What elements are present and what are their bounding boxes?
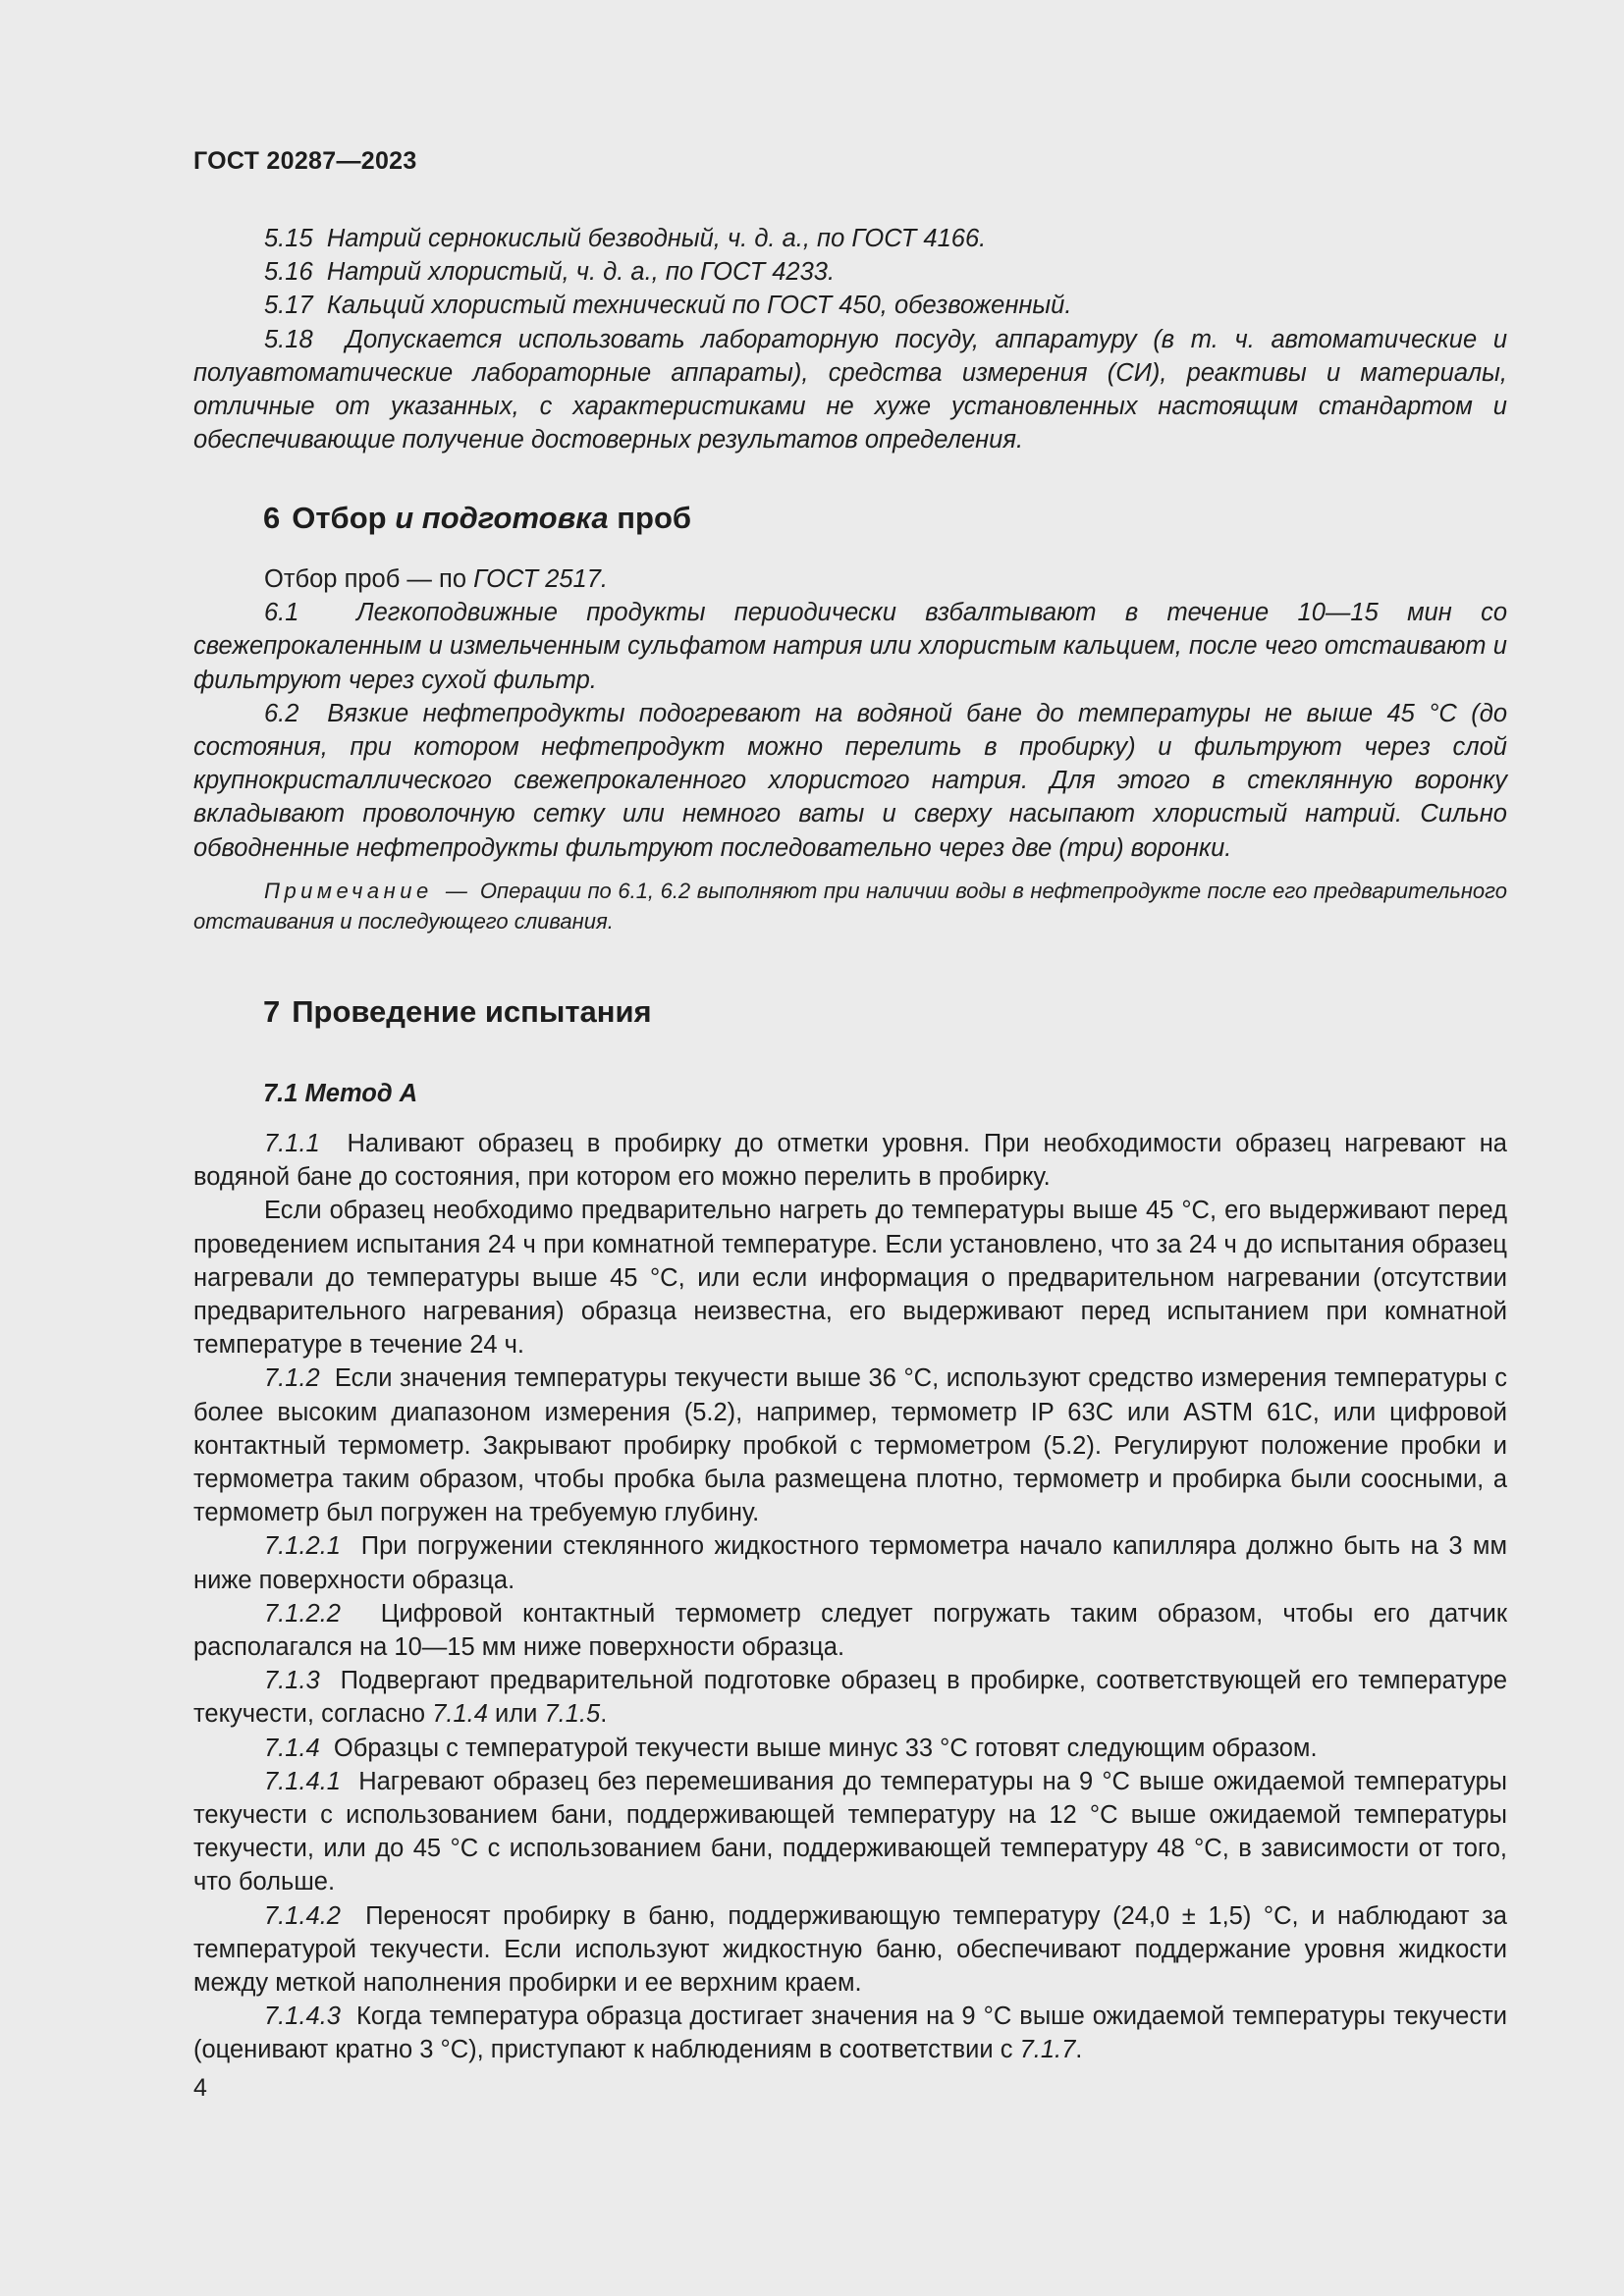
clause-number: 5.16 bbox=[264, 258, 313, 287]
clause-number: 5.18 bbox=[264, 325, 313, 353]
paragraph-5-18 bbox=[193, 323, 1507, 457]
clause-text: Допускается использовать лабораторную посуду, аппаратуру (в т. ч. автоматические и полуавтоматические лабораторные аппараты), средства измерения (СИ), реактивы и материалы, отличные от указанных, с характеристиками не хуже установленных настоящим стандартом и обеспечивающие получение достоверных результатов определения. bbox=[193, 325, 1508, 454]
paragraph-6-1 bbox=[193, 596, 1507, 697]
clause-number: 7.1.2.1 bbox=[264, 1532, 341, 1561]
clause-text: Легкоподвижные продукты периодически взбалтывают в течение 10—15 мин со свежепрокаленным и измельченным сульфатом натрия или хлористым кальцием, после чего отстаивают и фильтруют через сухой фильтр. bbox=[193, 599, 1508, 694]
paragraph-7-1-2-2 bbox=[193, 1597, 1507, 1664]
clause-text: . bbox=[600, 1700, 608, 1729]
clause-text: Подвергают предварительной подготовке образец в пробирке, соответствующей его температуре текучести, согласно bbox=[193, 1667, 1507, 1729]
paragraph-7-1-4-3 bbox=[193, 2000, 1507, 2066]
paragraph-7-1-1-cont: Если образец необходимо предварительно нагреть до температуры выше 45 °С, его выдерживают перед проведением испытания 24 ч при комнатной температуре. Если установлено, что за 24 ч до испытания образец нагревали до температуры выше 45 °С, или если информация о предварительном нагревании (отсутствии предварительного нагревания) образца неизвестна, его выдерживают перед испытанием при комнатной температуре в течение 24 ч. bbox=[193, 1197, 1507, 1360]
heading-number: 6 bbox=[263, 501, 281, 535]
clause-text: . bbox=[1075, 2036, 1083, 2064]
heading-part-a: Отбор bbox=[292, 501, 387, 535]
note-paragraph bbox=[193, 876, 1507, 936]
intro-text: Отбор проб — по bbox=[264, 565, 467, 593]
clause-text: Цифровой контактный термометр следует погружать таким образом, чтобы его датчик располагался на 10—15 мм ниже поверхности образца. bbox=[193, 1599, 1508, 1662]
paragraph-7-1-4 bbox=[193, 1732, 1507, 1765]
section-5-block bbox=[193, 222, 1507, 456]
clause-text: Натрий хлористый, ч. д. а., по ГОСТ 4233. bbox=[326, 258, 836, 287]
clause-text: Вязкие нефтепродукты подогревают на водяной бане до температуры не выше 45 °С (до состояния, при котором нефтепродукт можно перелить в пробирку) и фильтруют через слой крупнокристаллического свежепрокаленного хлористого натрия. Для этого в стеклянную воронку вкладывают проволочную сетку или немного ваты и сверху насыпают хлористый натрий. Сильно обводненные нефтепродукты фильтруют последовательно через две (три) воронки. bbox=[193, 699, 1508, 862]
cross-reference: 7.1.5 bbox=[544, 1700, 601, 1729]
clause-number: 6.1 bbox=[264, 599, 299, 627]
clause-number: 5.15 bbox=[264, 225, 313, 252]
clause-number: 7.1.3 bbox=[264, 1667, 320, 1695]
clause-number: 7.1.2 bbox=[264, 1364, 320, 1393]
section-7-heading bbox=[263, 994, 652, 1030]
paragraph-7-1-4-1 bbox=[193, 1765, 1507, 1899]
document-header: ГОСТ 20287—2023 bbox=[193, 147, 417, 175]
clause-text: или bbox=[495, 1700, 538, 1729]
clause-text: Образцы с температурой текучести выше минус 33 °С готовят следующим образом. bbox=[333, 1734, 1318, 1762]
paragraph-5-15 bbox=[193, 222, 1507, 255]
heading-part-c: проб bbox=[617, 501, 692, 535]
clause-number: 6.2 bbox=[264, 699, 299, 727]
paragraph-7-1-4-2 bbox=[193, 1899, 1507, 2001]
subsection-7-1-heading: 7.1 Метод А bbox=[263, 1080, 418, 1107]
note-dash: — bbox=[445, 879, 467, 903]
page-number: 4 bbox=[193, 2074, 207, 2102]
clause-text: Кальций хлористый технический по ГОСТ 450, обезвоженный. bbox=[326, 292, 1072, 320]
note-block bbox=[193, 876, 1507, 936]
section-6-heading bbox=[263, 501, 691, 536]
section-6-intro bbox=[193, 562, 1507, 596]
paragraph-7-1-2-1 bbox=[193, 1529, 1507, 1596]
clause-number: 7.1.4.2 bbox=[264, 1901, 341, 1930]
paragraph-7-1-2 bbox=[193, 1362, 1507, 1529]
clause-number: 7.1.1 bbox=[264, 1130, 320, 1157]
clause-text: При погружении стеклянного жидкостного термометра начало капилляра должно быть на 3 мм ниже поверхности образца. bbox=[193, 1532, 1507, 1594]
clause-number: 5.17 bbox=[264, 292, 313, 320]
paragraph-5-16 bbox=[193, 255, 1507, 289]
cross-reference: 7.1.4 bbox=[432, 1700, 488, 1729]
clause-number: 7.1.4 bbox=[264, 1734, 320, 1762]
paragraph-6-2 bbox=[193, 697, 1507, 865]
clause-text: Наливают образец в пробирку до отметки уровня. При необходимости образец нагревают на водяной бане до состояния, при котором его можно перелить в пробирку. bbox=[193, 1130, 1507, 1192]
heading-text: Проведение испытания bbox=[292, 994, 652, 1029]
clause-text: Когда температура образца достигает значения на 9 °С выше ожидаемой температуры текучести (оценивают кратно 3 °С), приступают к наблюдениям в соответствии с bbox=[193, 2002, 1508, 2064]
clause-number: 7.1.4.3 bbox=[264, 2002, 341, 2031]
cross-reference: 7.1.7 bbox=[1019, 2036, 1076, 2064]
heading-number: 7 bbox=[263, 994, 281, 1029]
intro-reference: ГОСТ 2517. bbox=[473, 565, 609, 593]
clause-text: Если значения температуры текучести выше 36 °С, используют средство измерения температуры с более высоким диапазоном измерения (5.2), например, термометр IP 63C или ASTM 61C, или цифровой контактный термометр. Закрывают пробирку пробкой с термометром (5.2). Регулируют положение пробки и термометра таким образом, чтобы пробка была размещена плотно, термометр и пробирка были соосными, а термометр был погружен на требуемую глубину. bbox=[193, 1364, 1507, 1527]
section-7-block bbox=[193, 1127, 1507, 2067]
clause-number: 7.1.4.1 bbox=[264, 1767, 341, 1795]
note-label: Примечание bbox=[264, 879, 433, 903]
clause-text: Нагревают образец без перемешивания до температуры на 9 °С выше ожидаемой температуры текучести с использованием бани, поддерживающей температуру на 12 °С выше ожидаемой температуры текучести, или до 45 °С с использованием бани, поддерживающей температуру 48 °С, в зависимости от того, что больше. bbox=[193, 1767, 1507, 1896]
clause-text: Переносят пробирку в баню, поддерживающую температуру (24,0 ± 1,5) °С, и наблюдают за температурой текучести. Если используют жидкостную баню, обеспечивают поддержание уровня жидкости между меткой наполнения пробирки и ее верхним краем. bbox=[193, 1901, 1507, 1998]
clause-number: 7.1.2.2 bbox=[264, 1599, 341, 1628]
paragraph-7-1-3 bbox=[193, 1664, 1507, 1731]
heading-part-b: и подготовка bbox=[395, 501, 609, 535]
section-6-block bbox=[193, 562, 1507, 865]
note-text: Операции по 6.1, 6.2 выполняют при наличии воды в нефтепродукте после его предварительного отстаивания и последующего сливания. bbox=[193, 879, 1507, 934]
paragraph-5-17 bbox=[193, 289, 1507, 322]
paragraph-7-1-1 bbox=[193, 1127, 1507, 1194]
clause-text: Натрий сернокислый безводный, ч. д. а., по ГОСТ 4166. bbox=[326, 225, 987, 252]
